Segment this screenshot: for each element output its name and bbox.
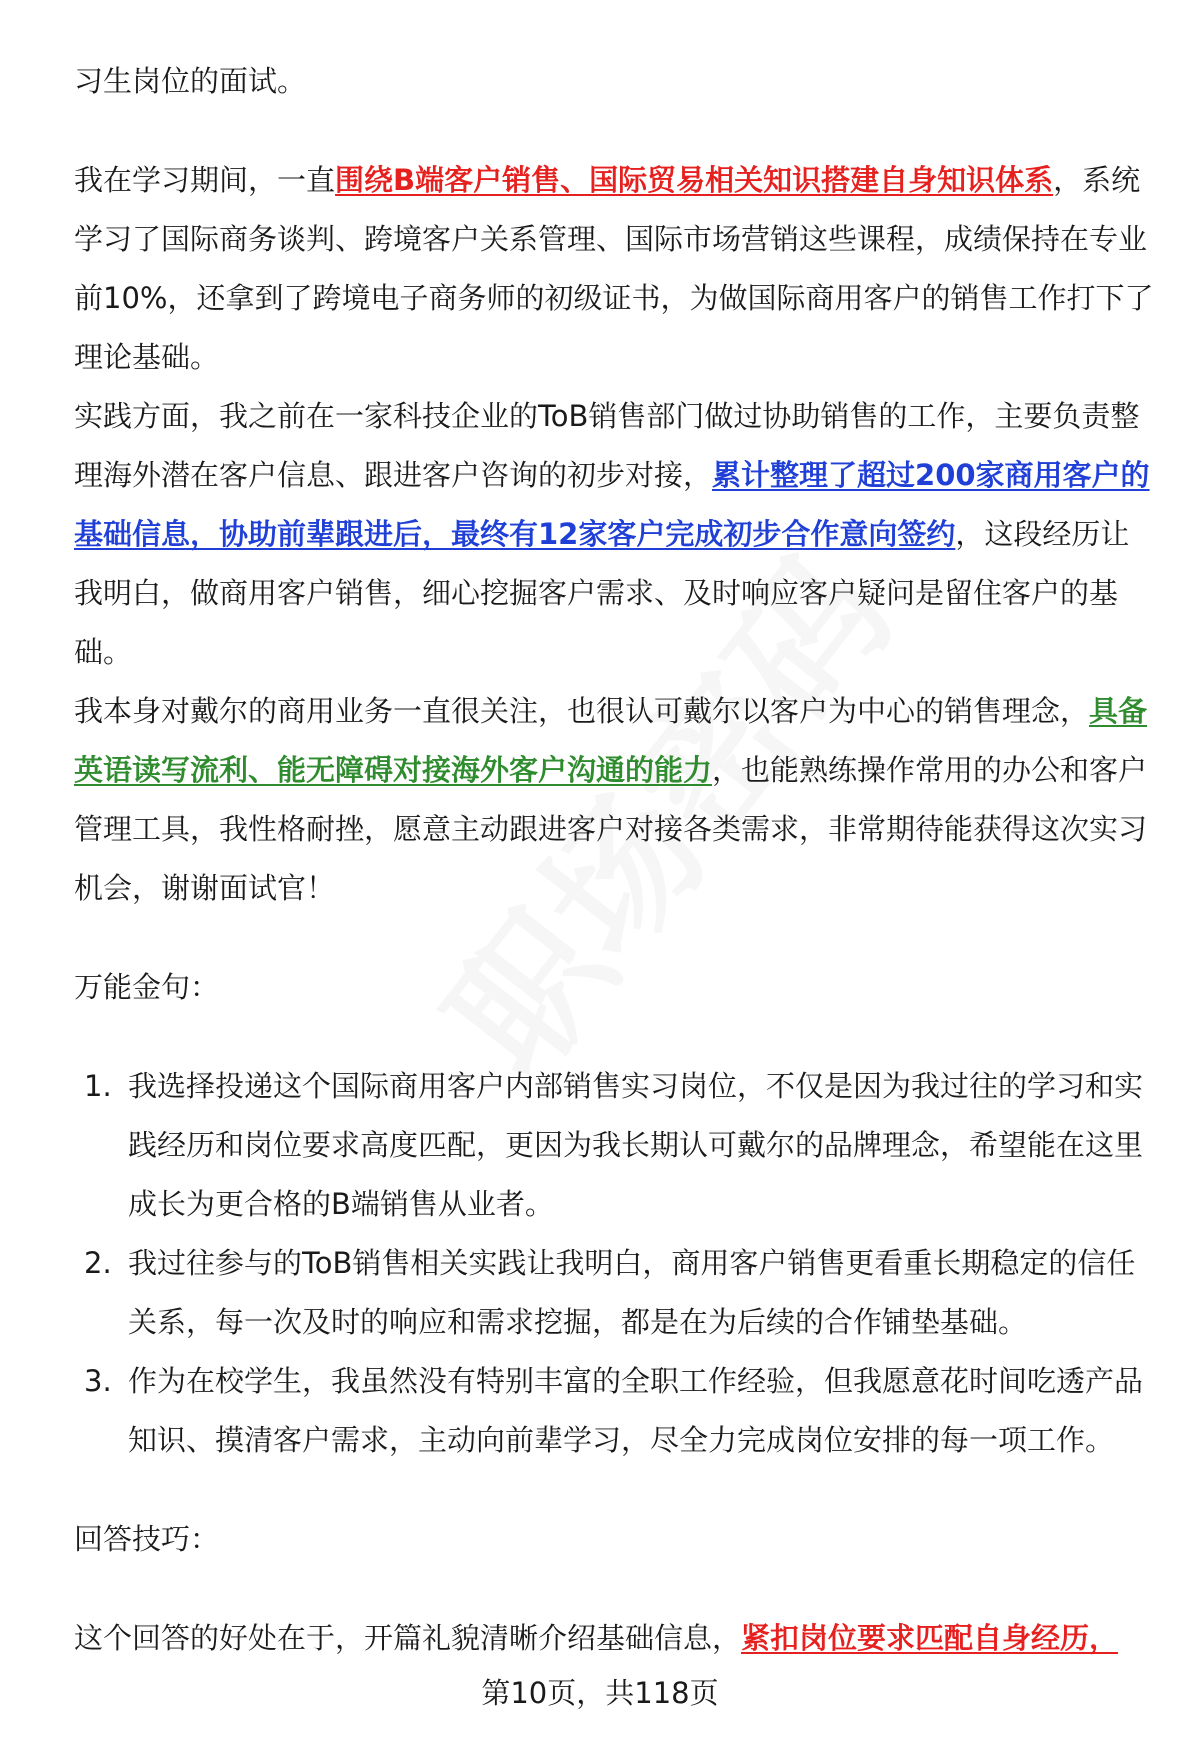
golden-heading: 万能金句： xyxy=(74,970,220,1004)
list-item-number: 2. xyxy=(84,1246,112,1280)
practice-highlight: 累计整理了超过200家商用客户的基础信息，协助前辈跟进后，最终有12家客户完成初步合作意向签约 xyxy=(74,458,1150,551)
practice-text-before: 实践方面，我之前在一家科技企业的ToB销售部门做过协助销售的工作，主要负责整理海外潜在客户信息、跟进客户咨询的初步对接， xyxy=(74,399,1140,492)
study-text-after: ，系统学习了国际商务谈判、跨境客户关系管理、国际市场营销这些课程，成绩保持在专业前10%，还拿到了跨境电子商务师的初级证书，为做国际商用客户的销售工作打下了理论基础。 xyxy=(74,163,1154,374)
study-text-before: 我在学习期间，一直 xyxy=(74,163,336,197)
tips-highlight: 紧扣岗位要求匹配自身经历， xyxy=(741,1621,1119,1655)
list-item xyxy=(74,1057,1154,1234)
paragraph-closing xyxy=(74,682,1154,918)
document-body xyxy=(74,52,1154,1668)
spacer xyxy=(74,111,1154,151)
tips-text-before: 这个回答的好处在于，开篇礼貌清晰介绍基础信息， xyxy=(74,1621,742,1655)
golden-list xyxy=(74,1057,1154,1470)
list-item-number: 1. xyxy=(84,1069,112,1103)
closing-text-after: ，也能熟练操作常用的办公和客户管理工具，我性格耐挫，愿意主动跟进客户对接各类需求，非常期待能获得这次实习机会，谢谢面试官！ xyxy=(74,753,1148,905)
closing-text-before: 我本身对戴尔的商用业务一直很关注，也很认可戴尔以客户为中心的销售理念， xyxy=(74,694,1090,728)
paragraph-tips xyxy=(74,1609,1154,1668)
study-highlight: 围绕B端客户销售、国际贸易相关知识搭建自身知识体系 xyxy=(335,163,1054,197)
list-item-text: 我过往参与的ToB销售相关实践让我明白，商用客户销售更看重长期稳定的信任关系，每一次及时的响应和需求挖掘，都是在为后续的合作铺垫基础。 xyxy=(128,1246,1136,1339)
list-item xyxy=(74,1234,1154,1352)
closing-highlight: 具备英语读写流利、能无障碍对接海外客户沟通的能力 xyxy=(74,694,1148,787)
tips-heading: 回答技巧： xyxy=(74,1522,220,1556)
list-item-number: 3. xyxy=(84,1364,112,1398)
practice-text-after: ，这段经历让我明白，做商用客户销售，细心挖掘客户需求、及时响应客户疑问是留住客户的基础。 xyxy=(74,517,1130,669)
intro-tail: 习生岗位的面试。 xyxy=(74,64,307,98)
paragraph-practice xyxy=(74,387,1154,682)
list-item xyxy=(74,1352,1154,1470)
paragraph-study xyxy=(74,151,1154,387)
list-item-text: 我选择投递这个国际商用客户内部销售实习岗位，不仅是因为我过往的学习和实践经历和岗位要求高度匹配，更因为我长期认可戴尔的品牌理念，希望能在这里成长为更合格的B端销售从业者。 xyxy=(128,1069,1144,1221)
spacer xyxy=(74,1017,1154,1057)
spacer xyxy=(74,1569,1154,1609)
spacer xyxy=(74,918,1154,958)
spacer xyxy=(74,1470,1154,1510)
list-item-text: 作为在校学生，我虽然没有特别丰富的全职工作经验，但我愿意花时间吃透产品知识、摸清客户需求，主动向前辈学习，尽全力完成岗位安排的每一项工作。 xyxy=(128,1364,1144,1457)
page-number: 第10页，共118页 xyxy=(481,1676,719,1710)
